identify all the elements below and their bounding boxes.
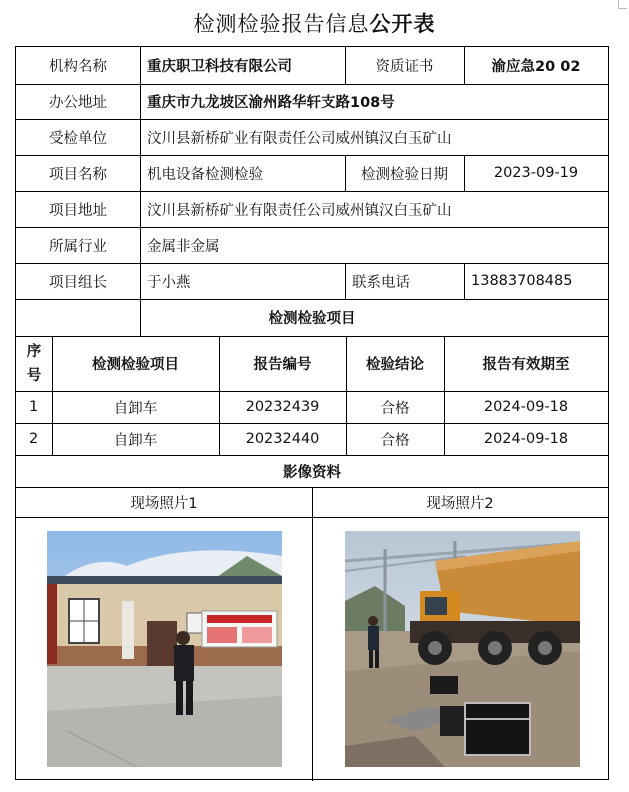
col-header-result: 检验结论 [366, 357, 424, 373]
row2-valid: 2024-09-18 [483, 431, 569, 447]
row1-item: 自卸车 [113, 400, 158, 417]
site-value: 汶川县新桥矿业有限责任公司威州镇汉白玉矿山 [147, 202, 452, 219]
title-emphasis: 公开表 [369, 12, 436, 36]
cert-label: 资质证书 [375, 59, 434, 75]
col-header-item: 检测检验项目 [92, 357, 179, 373]
row1-no: 1 [29, 399, 39, 415]
leader-value: 于小燕 [147, 274, 191, 291]
client-value: 汶川县新桥矿业有限责任公司威州镇汉白玉矿山 [147, 130, 452, 147]
row2-report: 20232440 [245, 431, 320, 447]
col-header-no: 序号 [26, 343, 42, 384]
col-header-valid: 报告有效期至 [482, 357, 570, 373]
phone-value: 13883708485 [471, 273, 573, 289]
address-label: 办公地址 [49, 95, 107, 111]
industry-label: 所属行业 [49, 238, 107, 255]
row2-no: 2 [29, 431, 39, 447]
row1-result: 合格 [380, 400, 410, 417]
col-header-report: 报告编号 [253, 357, 312, 373]
cert-value: 渝应急20 02 [491, 59, 581, 75]
industry-value: 金属非金属 [147, 238, 220, 255]
org-value: 重庆职卫科技有限公司 [147, 59, 292, 75]
org-label: 机构名称 [49, 59, 107, 75]
items-heading: 检测检验项目 [268, 311, 356, 327]
date-label: 检测检验日期 [361, 166, 448, 183]
row1-valid: 2024-09-18 [483, 399, 569, 415]
photo2-label: 现场照片2 [426, 495, 494, 512]
row2-item: 自卸车 [113, 432, 158, 449]
phone-label: 联系电话 [352, 274, 410, 291]
project-label: 项目名称 [49, 166, 107, 183]
site-photo-2 [345, 531, 580, 767]
date-value: 2023-09-19 [493, 165, 579, 181]
page-corner-mark [618, 0, 627, 9]
title-main: 检测检验报告信息 [193, 12, 370, 36]
photo1-label: 现场照片1 [130, 495, 198, 512]
leader-label: 项目组长 [49, 274, 107, 291]
media-heading: 影像资料 [283, 464, 341, 481]
row2-result: 合格 [380, 432, 410, 449]
address-value: 重庆市九龙坡区渝州路华轩支路108号 [147, 95, 395, 111]
page-title [0, 8, 629, 38]
site-label: 项目地址 [49, 202, 107, 219]
project-value: 机电设备检测检验 [147, 166, 263, 183]
site-photo-1 [47, 531, 282, 767]
client-label: 受检单位 [49, 130, 107, 147]
row1-report: 20232439 [245, 399, 320, 415]
report-table [15, 46, 609, 780]
